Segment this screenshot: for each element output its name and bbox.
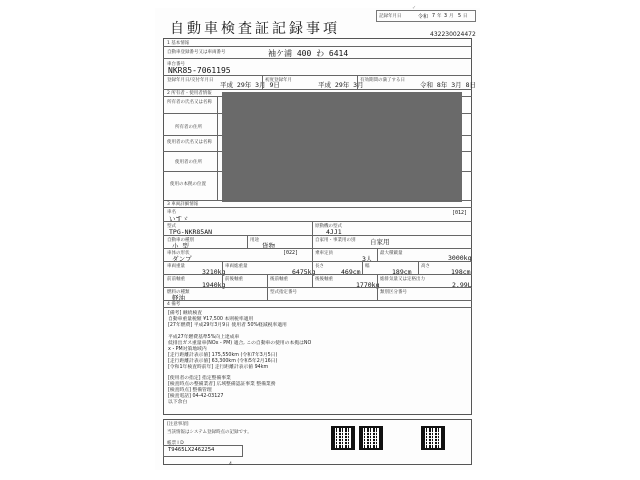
machine-id-label: 帳票 I D [167, 441, 184, 446]
chassis-number: NKR85-7061195 [168, 66, 231, 75]
record-date-month: 3 [444, 13, 448, 19]
remark-line: 低排出ガス重量車(NOx・PM) 適合, この自動車の使用の本拠はNO [168, 341, 312, 346]
length-label: 長さ [315, 264, 324, 269]
notice-label: [注意事項] [167, 422, 189, 427]
purpose-value: 自家用 [370, 238, 390, 246]
use-label: 用途 [250, 238, 259, 243]
owner-address-label: 所有者の住所 [175, 125, 202, 130]
rear-front-axle-label: 後前軸重 [270, 277, 288, 282]
weight-label: 車両重量 [167, 264, 185, 269]
engine-value: 4JJ1 [326, 228, 342, 236]
capacity-label: 乗車定員 [315, 251, 333, 256]
record-date-label: 記録年月日 [379, 14, 402, 19]
category-label: 類別区分番号 [380, 290, 407, 295]
width-label: 幅 [365, 264, 370, 269]
maker-code: [012] [452, 210, 468, 216]
registration-number: 袖ケ浦 400 わ 6414 [268, 49, 349, 58]
section-owner-heading: 2 所有者・使用者情報 [167, 91, 212, 96]
weight-value: 3210kg [202, 268, 226, 276]
page-title: 自動車検査証記録事項 [170, 21, 340, 37]
engine-label: 原動機の型式 [315, 224, 342, 229]
width-value: 189cm [392, 268, 412, 276]
remark-line: [使用者の指定] 指定整備事業 [168, 376, 231, 381]
type-number-label: 型式指定番号 [270, 290, 297, 295]
height-label: 高さ [421, 264, 430, 269]
registration-date: 平成 29年 3月 9日 [220, 81, 280, 89]
handwritten-mark: ✓ [412, 5, 417, 11]
gross-label: 車両総重量 [225, 264, 248, 269]
expiry-label: 有効期間の満了する日 [360, 78, 405, 83]
document-number: 432230024472 [430, 31, 476, 38]
front-axle-label: 前前軸重 [167, 277, 185, 282]
remark-line: [検査電話] 04-42-03127 [168, 394, 224, 399]
remark-line: x・PM対策地域内 [168, 347, 207, 352]
rear-axle-label: 後後軸重 [315, 277, 333, 282]
base-location-label: 使用の本拠の位置 [170, 182, 206, 187]
maker-value: いすゞ [169, 215, 189, 223]
capacity-value: 3人 [362, 255, 373, 263]
body-value: ダンプ [172, 255, 192, 263]
body-label: 車体の形状 [167, 251, 190, 256]
maxload-value: 3000kg [448, 254, 472, 262]
record-date-year: 7 [432, 13, 436, 19]
machine-id: T9465LX2462254 [168, 447, 215, 453]
remark-line: [走行距離計表示値] 63,300km (令和5年2月16日) [168, 359, 278, 364]
expiry-date: 令和 8年 3月 8日 [420, 81, 476, 89]
remark-line: 自動車重量税額 ¥17,500 本則税率適用 [168, 317, 254, 322]
remark-line: [令和1年検査時前年] 走行距離計表示値 94km [168, 365, 269, 370]
section-remarks-heading: 4 備考 [167, 302, 181, 307]
first-registration: 平成 29年 3月 [318, 81, 364, 89]
fuel-value: 軽油 [172, 294, 185, 302]
purpose-label: 自家用・事業用の別 [315, 238, 356, 243]
record-date-box: 記録年月日 令和 7 年 3 月 5 日 [376, 10, 476, 24]
remark-line: [走行距離計表示値] 175,550km (令和7年3月5日) [168, 353, 278, 358]
front-rear-axle-label: 前後軸重 [225, 277, 243, 282]
maker-label: 車名 [167, 210, 176, 215]
rear-axle-value: 1770kg [356, 281, 380, 289]
record-date-era: 令和 [418, 14, 429, 20]
kind-value: 小 型 [172, 242, 189, 250]
first-reg-label: 初度登録年月 [265, 78, 292, 83]
remark-line: [検査時点の整備業者] 広域整備認証事業 整備業務 [168, 382, 276, 387]
qr-code-2 [359, 426, 383, 450]
qr-code-3 [421, 426, 445, 450]
record-date-day: 5 [458, 13, 462, 19]
gross-value: 6475kg [292, 268, 316, 276]
chassis-label: 車台番号 [167, 62, 185, 67]
front-axle-value: 1940kg [202, 281, 226, 289]
model-value: TPG-NKR85AN [169, 228, 213, 236]
model-label: 型式 [167, 224, 176, 229]
remark-line: 以下余白 [168, 400, 188, 405]
fuel-label: 燃料の種類 [167, 290, 190, 295]
use-value: 貨物 [262, 242, 275, 250]
height-value: 198cm [451, 268, 471, 276]
section-basic-heading: 1 基本情報 [167, 41, 190, 46]
remark-line: [検査時点] 整備管理 [168, 388, 212, 393]
page-mark: 4. [229, 462, 234, 467]
remark-line: [備考] 継続検査 [168, 311, 203, 316]
owner-name-label: 所有者の氏名又は名称 [167, 100, 212, 105]
displacement-value: 2.99L [452, 281, 472, 289]
user-name-label: 使用者の氏名又は名称 [167, 140, 212, 145]
redacted-owner-info [222, 92, 462, 202]
length-value: 469cm [341, 268, 361, 276]
section-vehicle-heading: 3 車両詳細情報 [167, 202, 199, 207]
qr-code-1 [331, 426, 355, 450]
displacement-label: 総排気量又は定格出力 [380, 277, 425, 282]
kind-label: 自動車の種別 [167, 238, 194, 243]
reg-date-label: 登録年月日/交付年月日 [167, 78, 214, 83]
maxload-label: 最大積載量 [380, 251, 403, 256]
user-address-label: 使用者の住所 [175, 160, 202, 165]
remark-line: 平成27年燃費基準5%向上達成車 [168, 335, 240, 340]
body-code: [022] [283, 250, 299, 256]
registration-label: 自動車登録番号又は車両番号 [167, 50, 226, 55]
notice-text: 当該情報はシステム登録時点の記録です。 [167, 430, 252, 435]
remark-line: [27年燃費] 平成29年3月9日 使用者 50%軽減税率適用 [168, 323, 287, 328]
